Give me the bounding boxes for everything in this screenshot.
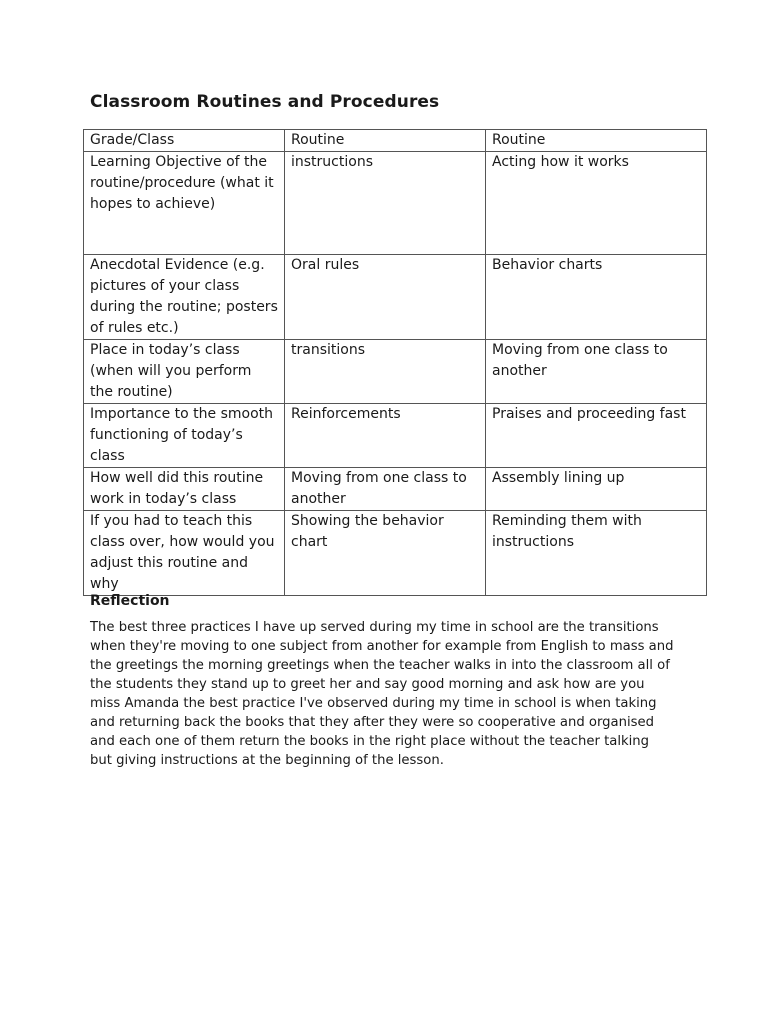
- table-cell-routine-1: transitions: [285, 340, 486, 404]
- table-cell-criterion: How well did this routine work in today’s class: [84, 468, 285, 511]
- table-cell-routine-2: Assembly lining up: [486, 468, 707, 511]
- table-row: [84, 255, 707, 340]
- header-routine-1: Routine: [285, 130, 486, 152]
- table-row: [84, 404, 707, 468]
- header-routine-2: Routine: [486, 130, 707, 152]
- table-cell-routine-1: instructions: [285, 152, 486, 255]
- table-cell-routine-2: Behavior charts: [486, 255, 707, 340]
- table-cell-routine-1: Reinforcements: [285, 404, 486, 468]
- table-row: [84, 468, 707, 511]
- table-cell-criterion: If you had to teach this class over, how would you adjust this routine and why: [84, 511, 285, 596]
- header-grade-class: Grade/Class: [84, 130, 285, 152]
- table-cell-routine-2: Reminding them with instructions: [486, 511, 707, 596]
- table-cell-routine-1: Oral rules: [285, 255, 486, 340]
- table-cell-routine-2: Praises and proceeding fast: [486, 404, 707, 468]
- table-cell-criterion: Anecdotal Evidence (e.g. pictures of your class during the routine; posters of rules etc.): [84, 255, 285, 340]
- routines-table: [83, 129, 707, 596]
- document-title: Classroom Routines and Procedures: [90, 92, 440, 112]
- table-row: [84, 152, 707, 255]
- table-cell-criterion: Importance to the smooth functioning of today’s class: [84, 404, 285, 468]
- table-row: [84, 511, 707, 596]
- table-row: [84, 340, 707, 404]
- table-cell-routine-1: Showing the behavior chart: [285, 511, 486, 596]
- table-cell-routine-1: Moving from one class to another: [285, 468, 486, 511]
- table-cell-routine-2: Acting how it works: [486, 152, 707, 255]
- table-cell-criterion: Learning Objective of the routine/procedure (what it hopes to achieve): [84, 152, 285, 255]
- reflection-heading: Reflection: [90, 593, 170, 609]
- table-header-row: [84, 130, 707, 152]
- table-cell-criterion: Place in today’s class (when will you perform the routine): [84, 340, 285, 404]
- reflection-paragraph: The best three practices I have up served during my time in school are the transitions when they're moving to one subject from another for example from English to mass and the greetings the morning greetings when the teacher walks in into the classroom all of the students they stand up to greet her and say good morning and ask how are you miss Amanda the best practice I've observed during my time in school is when taking and returning back the books that they after they were so cooperative and organised and each one of them return the books in the right place without the teacher talking but giving instructions at the beginning of the lesson.: [90, 620, 674, 768]
- table-cell-routine-2: Moving from one class to another: [486, 340, 707, 404]
